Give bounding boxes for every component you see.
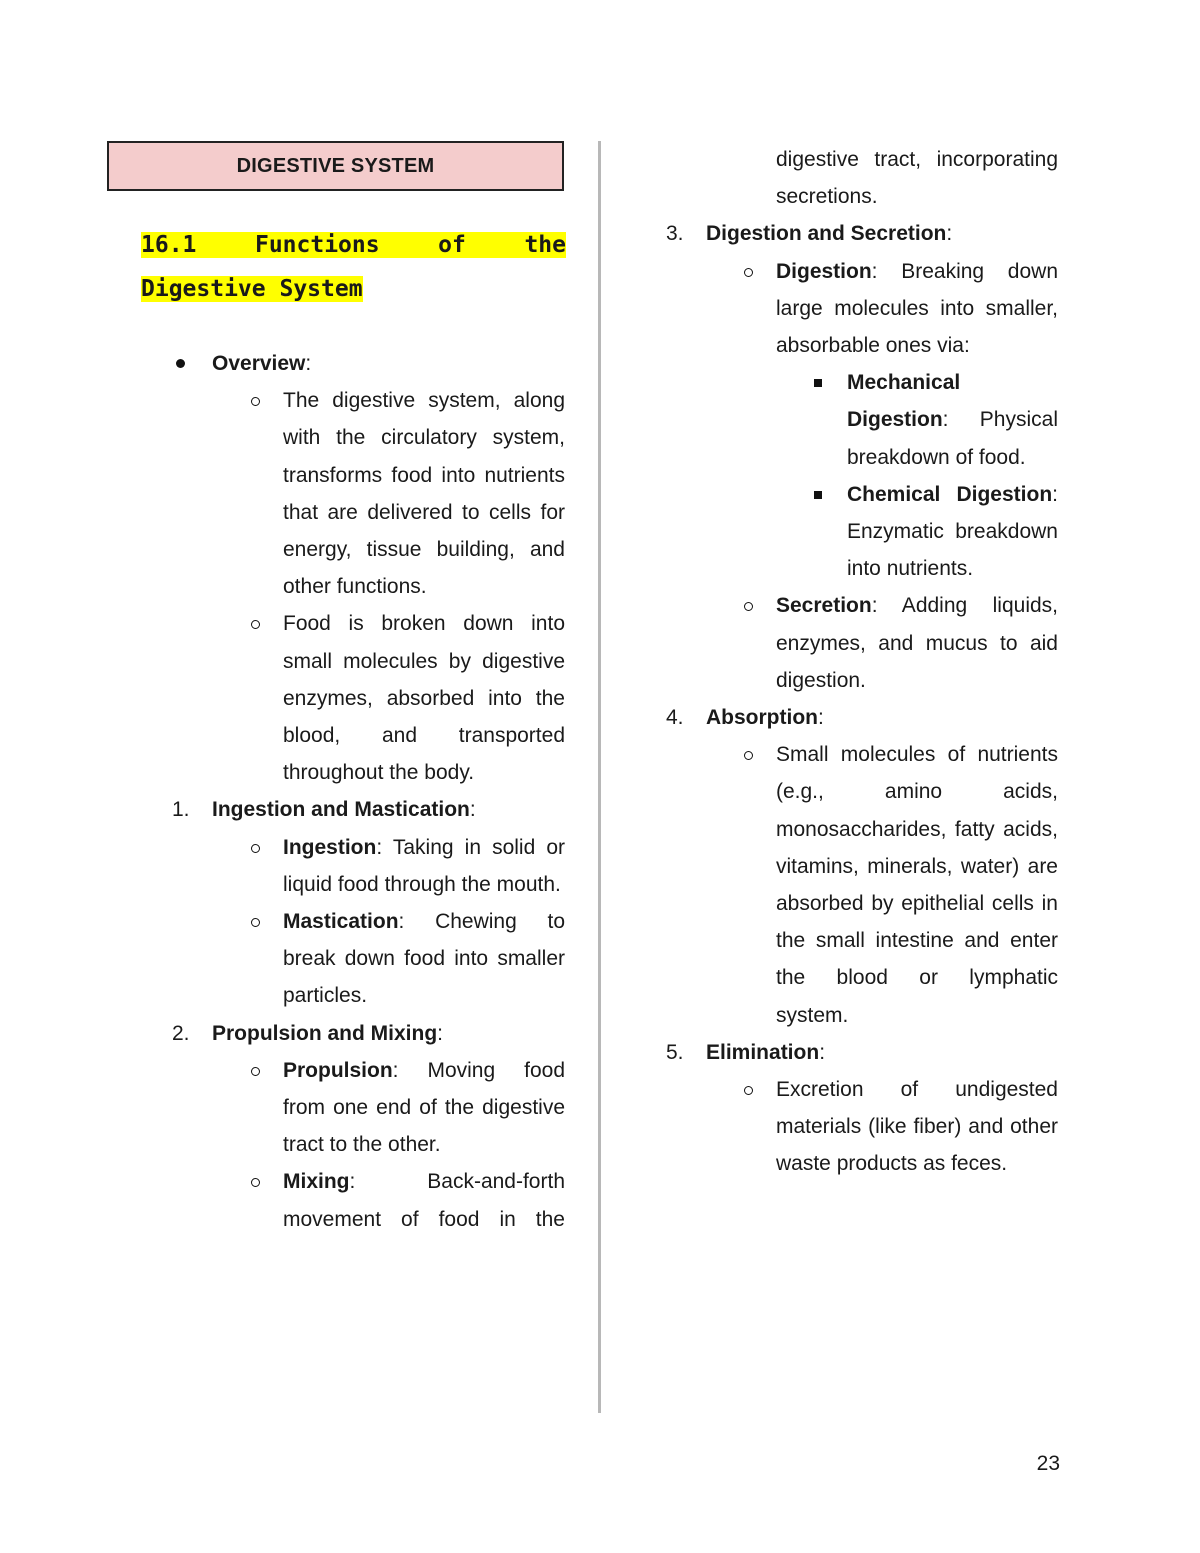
- definition: : Adding liquids, enzymes, and mucus to aid digestion.: [776, 594, 1058, 692]
- list-item: [283, 1052, 565, 1164]
- list-item: [283, 903, 565, 1015]
- item-number: 3.: [666, 222, 684, 246]
- list-item: [776, 736, 1058, 1034]
- term: Chemical Digestion: [847, 482, 1053, 506]
- overview-point-2: Food is broken down into small molecules by digestive enzymes, absorbed into the blood, and transported throughout the body.: [283, 612, 565, 785]
- circle-bullet-icon: [251, 844, 260, 853]
- bullet-icon: [176, 359, 185, 368]
- item-number: 1.: [172, 798, 190, 822]
- term: Mastication: [283, 910, 399, 934]
- numbered-item-2: 2. Propulsion and Mixing:: [212, 1015, 565, 1052]
- item-number: 2.: [172, 1021, 190, 1045]
- circle-bullet-icon: [251, 1067, 260, 1076]
- item-label: Absorption: [706, 706, 818, 730]
- term: Ingestion: [283, 835, 377, 859]
- circle-bullet-icon: [744, 1086, 753, 1095]
- item-number: 5.: [666, 1040, 684, 1064]
- list-item: [776, 587, 1058, 699]
- list-item: [847, 364, 1058, 476]
- term: Mixing: [283, 1170, 350, 1194]
- definition: : Moving food from one end of the digestive tract to the other.: [283, 1058, 565, 1157]
- item-number: 4.: [666, 706, 684, 730]
- list-item: [776, 1071, 1058, 1183]
- overview-label: Overview: [212, 352, 306, 375]
- list-item: [776, 253, 1058, 365]
- elimination-text: Excretion of undigested materials (like fiber) and other waste products as feces.: [776, 1078, 1058, 1176]
- list-item: [283, 829, 565, 903]
- square-bullet-icon: [814, 491, 822, 499]
- item-label: Propulsion and Mixing: [212, 1021, 438, 1045]
- item-label: Digestion and Secretion: [706, 222, 947, 246]
- term: Propulsion: [283, 1058, 393, 1082]
- definition: : Breaking down large molecules into smaller, absorbable ones via:: [776, 259, 1058, 358]
- circle-bullet-icon: [744, 751, 753, 760]
- list-item: [283, 605, 565, 791]
- section-heading: [141, 223, 566, 311]
- circle-bullet-icon: [251, 620, 260, 629]
- overview-item: Overview:: [212, 345, 565, 382]
- circle-bullet-icon: [251, 1178, 260, 1187]
- numbered-item-5: 5. Elimination:: [706, 1034, 1058, 1071]
- term: Mechanical Digestion: [847, 371, 961, 432]
- column-divider: [598, 141, 601, 1413]
- definition: : Chewing to break down food into smaller particles.: [283, 910, 565, 1008]
- circle-bullet-icon: [251, 397, 260, 406]
- definition: : Enzymatic breakdown into nutrients.: [847, 482, 1058, 581]
- item-label: Ingestion and Mastication: [212, 798, 470, 822]
- numbered-item-4: 4. Absorption:: [706, 699, 1058, 736]
- list-item: [283, 382, 565, 605]
- numbered-item-3: 3. Digestion and Secretion:: [706, 215, 1058, 252]
- page-number: 23: [1036, 1452, 1060, 1475]
- list-item: [283, 1163, 565, 1237]
- definition: : Taking in solid or liquid food through the mouth.: [283, 835, 565, 896]
- page-title: DIGESTIVE SYSTEM: [107, 141, 564, 191]
- circle-bullet-icon: [251, 918, 260, 927]
- definition: : Physical breakdown of food.: [847, 408, 1058, 469]
- circle-bullet-icon: [744, 602, 753, 611]
- term: Secretion: [776, 594, 872, 618]
- numbered-item-1: 1. Ingestion and Mastication:: [212, 791, 565, 828]
- definition: : Back-and-forth movement of food in the: [283, 1170, 565, 1231]
- left-column: [107, 141, 567, 1238]
- list-item: [847, 476, 1058, 588]
- circle-bullet-icon: [744, 268, 753, 277]
- continuation-text: digestive tract, incorporating secretions.: [776, 148, 1058, 209]
- section-heading-text: 16.1 Functions of the Digestive System: [141, 232, 566, 302]
- square-bullet-icon: [814, 379, 822, 387]
- right-column: [668, 141, 1058, 1183]
- term: Digestion: [776, 259, 872, 283]
- item-label: Elimination: [706, 1040, 820, 1064]
- overview-point-1: The digestive system, along with the circulatory system, transforms food into nutrients that are delivered to cells for energy, tissue building, and other functions.: [283, 389, 565, 599]
- absorption-text: Small molecules of nutrients (e.g., amino acids, monosaccharides, fatty acids, vitamins, minerals, water) are absorbed by epithelial cells in the small intestine and enter the blood or lymphatic system.: [776, 743, 1058, 1027]
